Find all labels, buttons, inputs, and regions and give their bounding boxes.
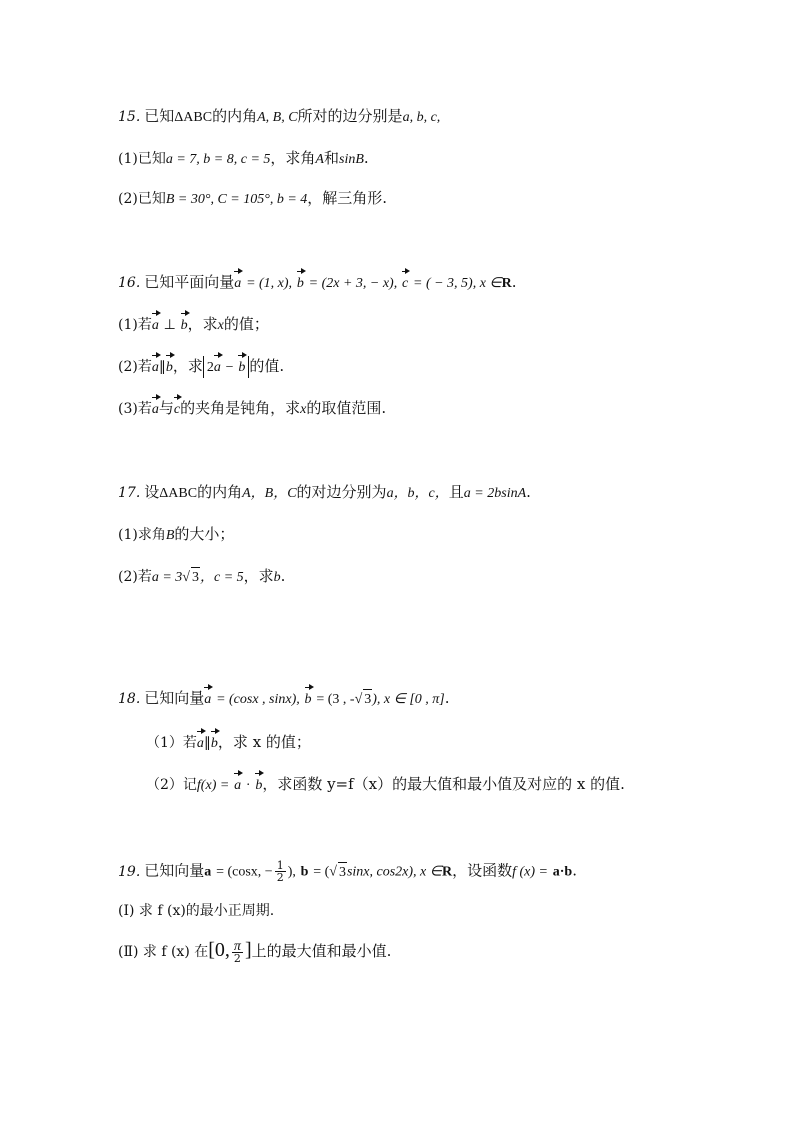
text: ，求 (172, 357, 203, 375)
problem-19-part-2 (118, 940, 391, 964)
real-set: R (501, 276, 512, 291)
text: ，求 (187, 315, 218, 333)
dot-symbol: · (245, 778, 251, 793)
sqrt-radicand: 3 (363, 689, 372, 710)
vector-a: a (197, 734, 204, 754)
math: A，B，C (242, 486, 297, 501)
math: ΔABC (174, 110, 213, 125)
text: ，解三角形. (307, 189, 388, 207)
vector-a-bold: a (204, 864, 212, 880)
text: . (526, 483, 531, 501)
text: 与 (158, 399, 174, 417)
text: 的值. (249, 357, 285, 375)
vector-a: a (234, 274, 241, 294)
math: = ( (313, 864, 330, 880)
sqrt-symbol: √ (329, 864, 337, 880)
vector-a: a (214, 358, 221, 378)
math: sinB (339, 152, 364, 167)
math-bold: a·b (552, 864, 573, 880)
sqrt-symbol: √ (354, 692, 363, 707)
math: f(x) = (196, 778, 230, 793)
text: ，设函数 (452, 861, 513, 880)
vector-a: a (152, 400, 159, 420)
math: sinx, cos2x), x ∈ (346, 864, 442, 880)
vector-a: a (152, 358, 159, 378)
text: . (280, 567, 286, 585)
fraction-pi-half (232, 938, 243, 965)
problem-15-part-2 (118, 188, 387, 210)
problem-number: 15. (118, 109, 141, 125)
math: = ( − 3, 5), x ∈ (413, 276, 502, 291)
math: a，b，c， (386, 486, 449, 501)
problem-17-intro (118, 482, 531, 504)
text: ，求 x 的值； (217, 733, 311, 751)
text: 已知向量 (144, 861, 205, 880)
problem-15-part-1 (118, 148, 369, 170)
problem-16-intro (118, 272, 517, 294)
sqrt-radicand: 3 (338, 862, 347, 883)
vector-a: a (152, 316, 159, 336)
label: （1）若 (146, 735, 197, 751)
math: = (cosx, − (216, 864, 273, 880)
vector-c: c (402, 274, 408, 294)
text: 设 (144, 483, 160, 501)
denominator: 2 (233, 951, 241, 965)
problem-17-part-1 (118, 524, 234, 546)
problem-16-part-1 (118, 314, 269, 336)
vector-b: b (166, 358, 173, 378)
vector-b-bold: b (300, 864, 309, 880)
problem-number: 16. (118, 275, 141, 291)
text: 的对边分别为 (296, 483, 387, 501)
problem-number: 19. (118, 863, 141, 880)
sqrt-radicand: 3 (191, 567, 200, 588)
problem-16-part-3 (118, 398, 386, 420)
math: B = 30°, C = 105°, b = 4 (165, 192, 308, 207)
vector-b: b (255, 776, 262, 796)
math: a, b, c, (402, 110, 441, 125)
text: 已知向量 (144, 689, 205, 707)
problem-18-intro (118, 688, 450, 710)
problem-16-part-2 (118, 356, 284, 378)
text: 的值； (223, 315, 269, 333)
label: (2)已知 (118, 191, 166, 207)
math: ), x ∈ [0 , π] (372, 692, 445, 707)
text: ，求 (243, 567, 274, 585)
parallel-symbol: ∥ (203, 736, 211, 751)
vector-b: b (238, 358, 245, 378)
text: . (444, 689, 450, 707)
text: 已知 (144, 107, 175, 125)
math: a = 2bsinA (463, 486, 527, 501)
text: ，求函数 y=f（x）的最大值和最小值及对应的 x 的值. (262, 775, 625, 793)
problem-19-intro (118, 860, 577, 883)
math: B (165, 528, 175, 543)
vector-a: a (234, 776, 241, 796)
label: (1)已知 (118, 151, 166, 167)
math: x (217, 318, 224, 333)
label: (1)若 (118, 317, 152, 333)
text: . (511, 273, 517, 291)
problem-number: 18. (118, 691, 141, 707)
problem-17-part-2 (118, 566, 285, 588)
numerator: π (233, 938, 241, 954)
interval-close: ] (244, 939, 252, 961)
minus-symbol: − (225, 360, 234, 375)
vector-c: c (174, 400, 180, 420)
problem-19-part-1 (118, 900, 274, 921)
absolute-value (203, 356, 249, 378)
math: 2 (206, 360, 214, 375)
math: = (3 , - (316, 692, 355, 707)
label: (1)求角 (118, 527, 166, 543)
text: 的大小； (174, 525, 235, 543)
text: . (572, 861, 578, 880)
math: ，c = 5 (199, 570, 244, 585)
label: （2）记 (146, 777, 197, 793)
denominator: 2 (276, 871, 284, 884)
text: 上的最大值和最小值. (251, 942, 392, 960)
label: (Ⅱ) 求 f (x) 在 (118, 944, 209, 960)
perpendicular-symbol: ⊥ (163, 318, 176, 333)
label: (2)若 (118, 569, 152, 585)
text: 所对的边分别是 (297, 107, 403, 125)
label: (Ⅰ) 求 f (x)的最小正周期. (118, 903, 275, 919)
problem-15-intro (118, 106, 440, 128)
math: = (2x + 3, − x), (308, 276, 398, 291)
sqrt-symbol: √ (182, 570, 190, 585)
text: 的内角 (197, 483, 243, 501)
interval-open: [0, (208, 939, 230, 961)
text: 的取值范围. (306, 399, 387, 417)
math: A, B, C (257, 110, 298, 125)
label: (3)若 (118, 401, 152, 417)
numerator: 1 (276, 859, 284, 872)
math: x (300, 402, 307, 417)
problem-number: 17. (118, 485, 141, 501)
real-set: R (441, 864, 453, 880)
vector-a: a (204, 690, 211, 710)
math: ), (287, 864, 296, 880)
text: ，求角 (270, 149, 316, 167)
text: 已知平面向量 (144, 273, 235, 291)
label: (2)若 (118, 359, 152, 375)
vector-b: b (211, 734, 218, 754)
math: a = 3 (151, 570, 183, 585)
text: 和 (323, 149, 339, 167)
math: a = 7, b = 8, c = 5 (165, 152, 271, 167)
text: 的内角 (212, 107, 258, 125)
problem-18-part-2 (146, 774, 625, 796)
math: ΔABC (159, 486, 198, 501)
fraction-one-half (275, 860, 286, 883)
math: f (x) = (512, 864, 548, 880)
text: 且 (448, 483, 464, 501)
text: 的夹角是钝角，求 (180, 399, 301, 417)
math: b (273, 570, 281, 585)
vector-b: b (181, 316, 188, 336)
vector-b: b (305, 690, 312, 710)
math: A (315, 152, 324, 167)
math: = (1, x), (246, 276, 293, 291)
vector-b: b (297, 274, 304, 294)
math: = (cosx , sinx), (216, 692, 300, 707)
parallel-symbol: ∥ (158, 360, 166, 375)
problem-18-part-1 (146, 732, 311, 754)
text: . (363, 149, 369, 167)
